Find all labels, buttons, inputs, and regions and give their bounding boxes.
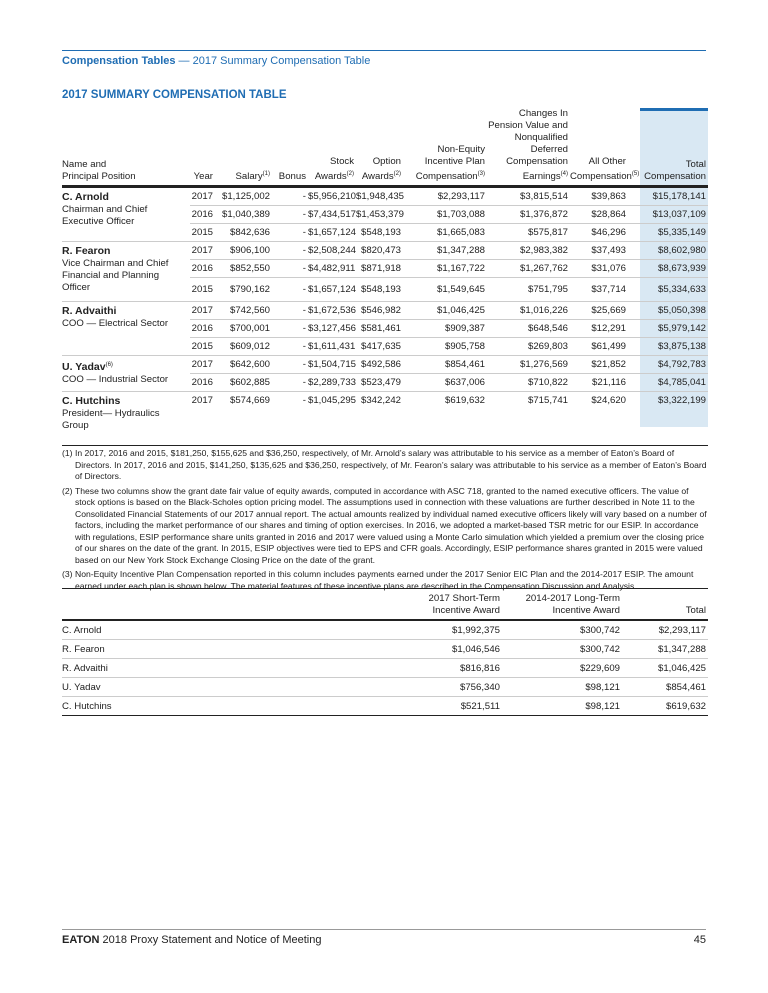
header-line: Changes In (518, 108, 568, 119)
column-header-name (62, 108, 190, 187)
header-line: Incentive Plan (424, 156, 485, 167)
cell-pension: $2,983,382 (487, 242, 570, 260)
column-header-name (62, 589, 412, 621)
amount-cell: $521,511 (412, 697, 502, 716)
column-header-nonequity (403, 108, 487, 187)
name-cell (62, 302, 190, 356)
name-cell: R. Fearon (62, 640, 412, 659)
brand-name: EATON (62, 934, 100, 946)
cell-pension: $648,546 (487, 320, 570, 338)
footnotes (62, 448, 708, 595)
table-row (62, 620, 708, 640)
executive-position: Vice Chairman and Chief Financial and Planning Officer (62, 258, 169, 294)
column-header (412, 589, 502, 621)
header-line: Name and (62, 159, 107, 171)
subsection-name: 2017 Summary Compensation Table (192, 55, 371, 67)
cell-bonus: - (272, 206, 308, 224)
page-number: 45 (693, 934, 706, 946)
header-line: Total (685, 159, 706, 171)
cell-other: $25,669 (570, 302, 628, 320)
cell-pension: $715,741 (487, 392, 570, 446)
table-row (62, 187, 708, 206)
amount-cell: $816,816 (412, 659, 502, 678)
cell-nonequity: $905,758 (403, 338, 487, 356)
cell-nonequity: $637,006 (403, 374, 487, 392)
cell-salary: $700,001 (215, 320, 272, 338)
cell-option: $820,473 (356, 242, 403, 260)
header-row (62, 108, 708, 187)
incentive-award-table (62, 588, 708, 716)
header-line: Awards (361, 171, 394, 183)
executive-position: Chairman and Chief Executive Officer (62, 204, 148, 228)
cell-option: $523,479 (356, 374, 403, 392)
header-rule (62, 50, 706, 51)
cell-pension: $1,016,226 (487, 302, 570, 320)
column-header-salary (215, 108, 272, 187)
cell-bonus: - (272, 278, 308, 302)
cell-option: $1,453,379 (356, 206, 403, 224)
header-text: Bonus (278, 171, 306, 183)
cell-other: $24,620 (570, 392, 628, 446)
cell-stock: $4,482,911 (308, 260, 356, 278)
cell-stock: $7,434,517 (308, 206, 356, 224)
header-line: Option (372, 156, 401, 167)
header-line: Non-Equity (437, 144, 485, 155)
cell-year: 2016 (190, 206, 215, 224)
footnote-ref: (1) (262, 171, 270, 177)
footnote (62, 448, 708, 483)
column-header-other (570, 108, 640, 187)
cell-nonequity: $1,549,645 (403, 278, 487, 302)
cell-year: 2017 (190, 302, 215, 320)
amount-cell: $756,340 (412, 678, 502, 697)
header-line: Compensation (506, 156, 568, 167)
cell-pension: $575,817 (487, 224, 570, 242)
cell-year: 2015 (190, 224, 215, 242)
column-header (502, 589, 622, 621)
table-row (62, 392, 708, 446)
table-row (62, 302, 708, 320)
cell-other: $12,291 (570, 320, 628, 338)
cell-stock: $1,045,295 (308, 392, 356, 446)
cell-stock: $1,672,536 (308, 302, 356, 320)
column-header-pension (487, 108, 570, 187)
cell-stock: $1,611,431 (308, 338, 356, 356)
cell-salary: $852,550 (215, 260, 272, 278)
amount-cell: $1,347,288 (622, 640, 708, 659)
header-line: Awards (314, 171, 347, 183)
header-line: 2017 Short-Term (428, 593, 500, 604)
header-line: Stock (330, 156, 354, 167)
footnote-number: (2) (62, 485, 73, 496)
cell-option: $871,918 (356, 260, 403, 278)
cell-pension: $1,376,872 (487, 206, 570, 224)
cell-year: 2017 (190, 242, 215, 260)
cell-nonequity: $1,046,425 (403, 302, 487, 320)
cell-other: $21,852 (570, 356, 628, 374)
footnote-number: (3) (62, 569, 73, 579)
column-header-option (356, 108, 403, 187)
footnote-ref: (2) (393, 171, 401, 177)
executive-name: U. Yadav (62, 361, 106, 374)
footnote-text: Non-Equity Incentive Plan Compensation reported in this column includes payments earned under the 2017 Senior EIC Plan and the 2014-2017 ESIP. The amount earned under each plan is shown below. The material features of these incentive plans are described in the Compensation Discussion and Analysis. (75, 569, 694, 591)
summary-compensation-table (62, 108, 708, 446)
name-cell: C. Arnold (62, 620, 412, 640)
amount-cell: $619,632 (622, 697, 708, 716)
cell-option: $581,461 (356, 320, 403, 338)
amount-cell: $229,609 (502, 659, 622, 678)
header-line: Incentive Award (432, 605, 500, 616)
table-row (62, 659, 708, 678)
cell-other: $61,499 (570, 338, 628, 356)
table-row (62, 356, 708, 374)
cell-salary: $842,636 (215, 224, 272, 242)
amount-cell: $1,992,375 (412, 620, 502, 640)
cell-other: $31,076 (570, 260, 628, 278)
cell-bonus: - (272, 260, 308, 278)
cell-total: $3,322,199 (628, 392, 708, 446)
footer-text: 2018 Proxy Statement and Notice of Meeting (99, 934, 322, 946)
cell-year: 2016 (190, 320, 215, 338)
executive-name: R. Advaithi (62, 305, 117, 318)
cell-salary: $1,040,389 (215, 206, 272, 224)
cell-year: 2015 (190, 278, 215, 302)
name-cell: R. Advaithi (62, 659, 412, 678)
cell-nonequity: $619,632 (403, 392, 487, 446)
cell-total: $8,673,939 (628, 260, 708, 278)
amount-cell: $300,742 (502, 640, 622, 659)
executive-position: COO — Industrial Sector (62, 374, 169, 386)
cell-year: 2017 (190, 356, 215, 374)
header-line: Earnings (522, 171, 561, 183)
cell-pension: $751,795 (487, 278, 570, 302)
header-line: Compensation (415, 171, 478, 183)
page-title: 2017 SUMMARY COMPENSATION TABLE (62, 89, 287, 101)
table-row (62, 242, 708, 260)
footnote-ref: (6) (105, 362, 113, 369)
column-header-bonus (272, 108, 308, 187)
cell-total: $4,785,041 (628, 374, 708, 392)
cell-salary: $906,100 (215, 242, 272, 260)
cell-nonequity: $909,387 (403, 320, 487, 338)
footnote-ref: (3) (477, 171, 485, 177)
header-line: Nonqualified (514, 132, 568, 143)
executive-position: President— Hydraulics Group (62, 408, 160, 432)
cell-stock: $1,657,124 (308, 224, 356, 242)
cell-total: $13,037,109 (628, 206, 708, 224)
cell-other: $21,116 (570, 374, 628, 392)
cell-salary: $1,125,002 (221, 191, 270, 203)
cell-stock: $5,956,210 (308, 191, 357, 203)
cell-nonequity: $1,703,088 (403, 206, 487, 224)
header-text: Year (193, 171, 213, 183)
cell-stock: $2,508,244 (308, 242, 356, 260)
amount-cell: $1,046,425 (622, 659, 708, 678)
column-header (622, 589, 708, 621)
separator: — (175, 55, 193, 67)
footer-rule (62, 929, 706, 930)
header-line: 2014-2017 Long-Term (525, 593, 620, 604)
cell-nonequity: $1,347,288 (403, 242, 487, 260)
cell-total: $15,178,141 (652, 191, 706, 203)
cell-option: $546,982 (356, 302, 403, 320)
executive-name: C. Arnold (62, 191, 109, 204)
footnote-text: In 2017, 2016 and 2015, $181,250, $155,625 and $36,250, respectively, of Mr. Arnold’s salary was attributable to his service as a member of Eaton’s Board of Directors. In 2017, 2016 and 2015, $141,250, $135,625 and $36,250, respectively, of Mr. Fearon’s salary was attributable to his service as a member of Eaton’s Board of Directors. (75, 448, 707, 481)
cell-stock: $3,127,456 (308, 320, 356, 338)
cell-year: 2016 (190, 260, 215, 278)
cell-total: $8,602,980 (628, 242, 708, 260)
amount-cell: $2,293,117 (622, 620, 708, 640)
amount-cell: $98,121 (502, 697, 622, 716)
cell-nonequity: $854,461 (403, 356, 487, 374)
cell-year: 2016 (190, 374, 215, 392)
cell-salary: $609,012 (215, 338, 272, 356)
cell-bonus: - (272, 356, 308, 374)
footnote-ref: (4) (560, 171, 568, 177)
section-name: Compensation Tables (62, 55, 176, 67)
header-line: Pension Value and (488, 120, 568, 131)
header-line: All Other (588, 156, 626, 167)
cell-total: $4,792,783 (628, 356, 708, 374)
column-header-year (190, 108, 215, 187)
footnote (62, 486, 708, 567)
name-cell (62, 356, 190, 392)
cell-nonequity: $1,665,083 (403, 224, 487, 242)
cell-bonus: - (272, 374, 308, 392)
executive-name: R. Fearon (62, 245, 111, 258)
cell-stock: $2,289,733 (308, 374, 356, 392)
cell-total: $5,335,149 (628, 224, 708, 242)
cell-other: $28,864 (570, 206, 628, 224)
header-line: Deferred (530, 144, 568, 155)
executive-name: C. Hutchins (62, 395, 121, 408)
running-header (62, 55, 370, 67)
header-text: Salary (235, 171, 263, 183)
cell-salary: $602,885 (215, 374, 272, 392)
footnote-text: These two columns show the grant date fair value of equity awards, computed in accordance with ASC 718, granted to the named executive officers. The value of stock options is based on the Black-Scholes option pricing model. The assumptions used in connection with these valuations are further described in Note 11 to the Consolidated Financial Statements of our 2017 annual report. The actual amounts realized by individual named executive officers likely will vary based on a number of factors, including the market performance of our shares and timing of option exercises. In 2016, we adopted a market-based TSR metric for our ESIP. In accordance with regulations, ESIP performance share units granted in 2016 and 2017 were valued using a Monte Carlo simulation which yielded a premium over the closing price of our shares on the date of the grant. In 2015, ESIP objectives were tied to EPS and CFR goals. Accordingly, ESIP performance shares granted in 2015 were valued based on our New York Stock Exchange Closing Price on the date of the grant. (75, 485, 707, 565)
cell-pension: $1,267,762 (487, 260, 570, 278)
cell-stock: $1,504,715 (308, 356, 356, 374)
cell-other: $46,296 (570, 224, 628, 242)
header-line: Compensation (570, 171, 632, 183)
amount-cell: $98,121 (502, 678, 622, 697)
cell-nonequity: $2,293,117 (437, 191, 485, 203)
table-row (62, 678, 708, 697)
cell-bonus: - (272, 338, 308, 356)
cell-other: $37,714 (570, 278, 628, 302)
executive-position: COO — Electrical Sector (62, 318, 169, 330)
cell-salary: $790,162 (215, 278, 272, 302)
cell-year: 2017 (190, 392, 215, 446)
amount-cell: $300,742 (502, 620, 622, 640)
name-cell (62, 392, 190, 446)
cell-bonus: - (272, 224, 308, 242)
name-cell: U. Yadav (62, 678, 412, 697)
amount-cell: $854,461 (622, 678, 708, 697)
cell-option: $342,242 (356, 392, 403, 446)
cell-other: $37,493 (570, 242, 628, 260)
column-header-stock (308, 108, 356, 187)
cell-pension: $269,803 (487, 338, 570, 356)
cell-pension: $3,815,514 (519, 191, 568, 203)
cell-salary: $742,560 (215, 302, 272, 320)
cell-option: $1,948,435 (356, 191, 405, 203)
cell-year: 2017 (191, 191, 213, 203)
cell-pension: $1,276,569 (487, 356, 570, 374)
header-line: Total (685, 605, 706, 616)
cell-other: $39,863 (591, 191, 626, 203)
cell-bonus: - (272, 392, 308, 446)
cell-stock: $1,657,124 (308, 278, 356, 302)
column-header-total (628, 108, 708, 187)
header-row (62, 589, 708, 621)
name-cell: C. Hutchins (62, 697, 412, 716)
cell-option: $492,586 (356, 356, 403, 374)
footnote-ref: (2) (346, 171, 354, 177)
amount-cell: $1,046,546 (412, 640, 502, 659)
footnote-number: (1) (62, 448, 73, 458)
cell-salary: $574,669 (215, 392, 272, 446)
header-line: Principal Position (62, 171, 136, 183)
name-cell (62, 187, 190, 242)
header-line: Compensation (644, 171, 706, 183)
cell-option: $548,193 (356, 224, 403, 242)
cell-total: $5,334,633 (628, 278, 708, 302)
cell-option: $417,635 (356, 338, 403, 356)
cell-salary: $642,600 (215, 356, 272, 374)
cell-option: $548,193 (356, 278, 403, 302)
cell-bonus: - (272, 242, 308, 260)
name-cell (62, 242, 190, 302)
cell-pension: $710,822 (487, 374, 570, 392)
footer (62, 934, 321, 946)
table-row (62, 640, 708, 659)
table-row (62, 697, 708, 716)
cell-total: $5,050,398 (628, 302, 708, 320)
cell-year: 2015 (190, 338, 215, 356)
header-line: Incentive Award (552, 605, 620, 616)
cell-total: $3,875,138 (628, 338, 708, 356)
cell-bonus: - (302, 191, 306, 203)
cell-bonus: - (272, 302, 308, 320)
cell-nonequity: $1,167,722 (403, 260, 487, 278)
footnote-ref: (5) (631, 171, 640, 177)
cell-total: $5,979,142 (628, 320, 708, 338)
cell-bonus: - (272, 320, 308, 338)
